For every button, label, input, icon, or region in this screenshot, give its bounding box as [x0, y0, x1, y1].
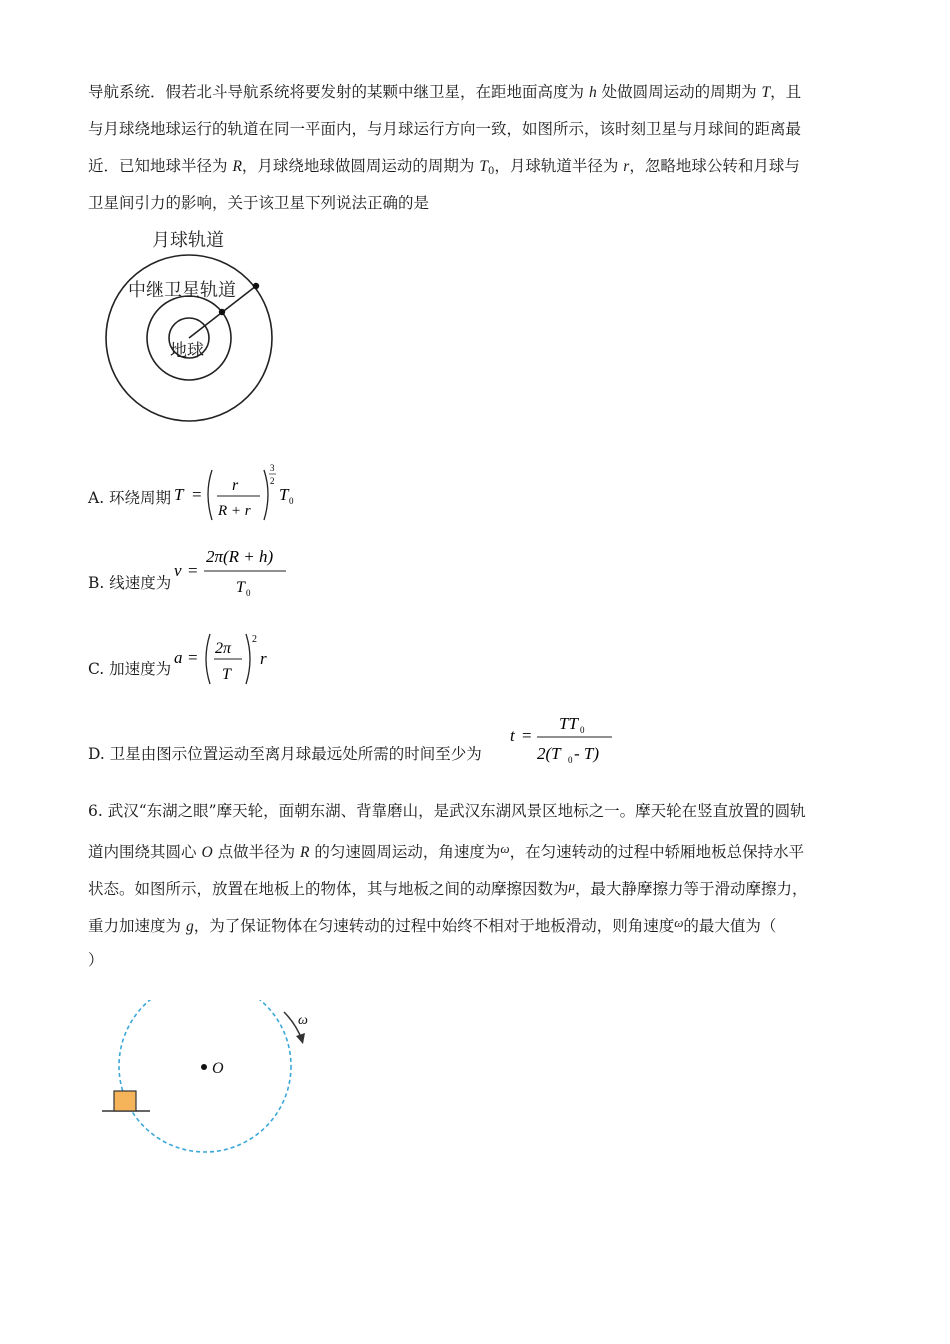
option-a-label: A. 环绕周期 — [88, 489, 172, 507]
option-a-num: r — [232, 477, 239, 494]
q5-intro-line-3: 近．已知地球半径为 R，月球绕地球做圆周运动的周期为 $T_0$，月球轨道半径为 r，忽略地球公转和月球与 — [88, 157, 800, 177]
q5-intro-line-1: 导航系统．假若北斗导航系统将要发射的某颗中继卫星，在距地面高度为 h 处做圆周运动的周期为 T，且 — [88, 83, 802, 101]
option-c-lhs: a — [174, 648, 183, 667]
option-a-lhs: T — [174, 485, 184, 504]
option-a-exp-num: 3 — [270, 463, 275, 473]
option-c-exp: 2 — [252, 634, 257, 645]
option-d-label: D. 卫星由图示位置运动至离月球最远处所需的时间至少为 — [88, 745, 482, 763]
center-dot — [201, 1064, 207, 1070]
option-a-tail: T — [279, 485, 289, 504]
option-c-tail: r — [260, 649, 267, 668]
q5-intro-line-2: 与月球绕地球运行的轨道在同一平面内，与月球运行方向一致，如图所示，该时刻卫星与月球间的距离最 — [88, 120, 802, 138]
option-c-right-paren — [246, 634, 250, 684]
option-c-num: 2π — [215, 640, 232, 657]
satellite-dot — [219, 309, 225, 315]
option-b-eq: = — [188, 561, 198, 580]
q6-line-5: ） — [88, 951, 104, 969]
option-a-tail-sub: 0 — [289, 496, 294, 506]
option-a-exp-den: 2 — [270, 476, 275, 486]
option-c-left-paren — [206, 634, 210, 684]
option-a-formula — [172, 458, 302, 528]
option-d-num: TT — [559, 714, 578, 733]
option-c-label: C. 加速度为 — [88, 660, 172, 678]
option-a-eq: = — [192, 485, 202, 504]
wheel-track-circle — [119, 1000, 291, 1152]
orbit-diagram — [100, 222, 290, 432]
option-d-eq: = — [522, 726, 532, 745]
option-b-num: 2π(R + h) — [206, 547, 274, 566]
option-b-den-sub: 0 — [246, 588, 251, 598]
option-c-eq: = — [188, 648, 198, 667]
option-a-left-paren — [208, 470, 212, 520]
moon-orbit-label: 月球轨道 — [152, 230, 224, 251]
option-d-formula — [508, 708, 623, 770]
ferris-wheel-diagram — [98, 1000, 328, 1160]
option-b-label: B. 线速度为 — [88, 574, 172, 592]
q6-line-3: 状态。如图所示，放置在地板上的物体，其与地板之间的动摩擦因数为$^\mu$，最大静摩擦力等于滑动摩擦力， — [88, 878, 808, 898]
option-d-lhs: t — [510, 726, 515, 745]
center-label: O — [212, 1060, 224, 1077]
block-object — [114, 1091, 136, 1111]
option-d-den-pre: 2(T — [537, 744, 561, 763]
relay-orbit-label: 中继卫星轨道 — [128, 280, 236, 301]
option-b-lhs: v — [174, 561, 182, 580]
q6-line-2: 道内围绕其圆心 O 点做半径为 R 的匀速圆周运动，角速度为$^\omega$，在匀速转动的过程中轿厢地板总保持水平 — [88, 841, 805, 861]
option-b-den: T — [236, 579, 245, 596]
option-c-formula — [172, 628, 272, 692]
q5-intro-line-4: 卫星间引力的影响，关于该卫星下列说法正确的是 — [88, 194, 430, 212]
earth-label: 地球 — [170, 341, 204, 361]
q6-line-4: 重力加速度为 g，为了保证物体在匀速转动的过程中始终不相对于地板滑动，则角速度$^\omega$的最大值为（ — [88, 915, 777, 935]
option-d-den-post: - T) — [574, 744, 600, 763]
option-c-den: T — [222, 666, 231, 683]
option-a-right-paren — [264, 470, 268, 520]
omega-label: ω — [298, 1013, 308, 1028]
option-d-num-sub: 0 — [580, 725, 585, 735]
q6-line-1: 6. 武汉“东湖之眼”摩天轮，面朝东湖、背靠磨山，是武汉东湖风景区地标之一。摩天轮在竖直放置的圆轨 — [88, 802, 806, 820]
moon-dot — [253, 283, 259, 289]
option-a-den: R + r — [218, 503, 251, 519]
option-b-formula — [172, 540, 297, 606]
rotation-arrow-head — [296, 1033, 305, 1044]
option-d-den-sub: 0 — [568, 755, 573, 765]
